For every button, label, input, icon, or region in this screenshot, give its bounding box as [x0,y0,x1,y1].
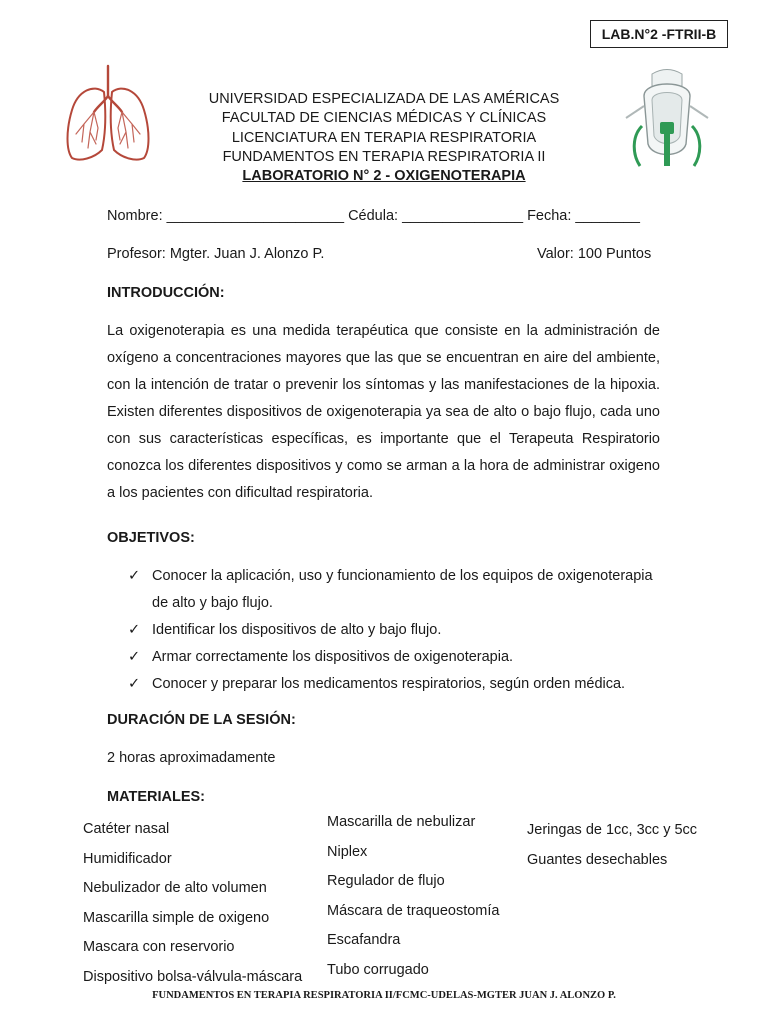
material-item: Dispositivo bolsa-válvula-máscara [83,968,303,985]
materials-column-3 [527,816,697,875]
material-item: Tubo corrugado [327,961,429,978]
objectives-heading: OBJETIVOS: [107,530,195,546]
objective-text: Conocer y preparar los medicamentos respiratorios, según orden médica. [152,676,626,692]
material-item: Máscara de traqueostomía [327,902,500,919]
materials-column-2 [327,808,499,986]
objective-item [128,563,668,617]
material-item: Catéter nasal [83,821,170,837]
objectives-list [128,563,668,698]
material-item: Niplex [327,843,368,860]
page-footer: FUNDAMENTOS EN TERAPIA RESPIRATORIA II/FCMC-UDELAS-MGTER JUAN J. ALONZO P. [152,990,616,1001]
material-item: Jeringas de 1cc, 3cc y 5cc [527,822,698,838]
material-item: Mascarilla simple de oxigeno [83,909,270,926]
material-item: Humidificador [83,850,172,867]
material-item: Nebulizador de alto volumen [83,880,267,897]
objective-text: Armar correctamente los dispositivos de oxigenoterapia. [152,649,514,665]
header-faculty: FACULTAD DE CIENCIAS MÉDICAS Y CLÍNICAS [221,110,547,127]
professor-line: Profesor: Mgter. Juan J. Alonzo P. [107,246,325,262]
header-course: FUNDAMENTOS EN TERAPIA RESPIRATORIA II [222,148,546,165]
objective-item [128,671,668,698]
objective-item [128,644,668,671]
header-university: UNIVERSIDAD ESPECIALIZADA DE LAS AMÉRICAS [208,91,560,107]
checkmark-icon: ✓ [128,676,141,692]
material-item: Guantes desechables [527,851,668,868]
student-info-line: Nombre: ______________________ Cédula: _______________ Fecha: ________ [107,208,640,224]
materials-column-1 [83,815,302,993]
material-item: Mascara con reservorio [83,939,235,956]
document-header [130,90,638,186]
material-item: Escafandra [327,932,401,949]
material-item: Mascarilla de nebulizar [327,814,476,830]
intro-paragraph: La oxigenoterapia es una medida terapéutica que consiste en la administración de oxígeno a concentraciones mayores que las que se encuentran en aire del ambiente, con la intención de tratar o prevenir los síntomas y las manifestaciones de la hipoxia. Existen diferentes dispositivos de oxigenoterapia ya sea de alto o bajo flujo, cada uno con sus características específicas, es importante que el Terapeuta Respiratorio conozca los diferentes dispositivos y como se arman a la hora de administrar oxigeno a los pacientes con dificultad respiratoria. [107,323,660,501]
duration-text: 2 horas aproximadamente [107,750,276,766]
objective-text: Identificar los dispositivos de alto y bajo flujo. [152,622,442,638]
checkmark-icon: ✓ [128,622,141,638]
lab-title: LABORATORIO N° 2 - OXIGENOTERAPIA [242,168,526,185]
materials-heading: MATERIALES: [107,789,206,805]
checkmark-icon: ✓ [128,649,141,665]
material-item: Regulador de flujo [327,873,445,890]
lab-code-box: LAB.N°2 -FTRII-B [590,20,728,48]
objective-text: Conocer la aplicación, uso y funcionamiento de los equipos de oxigenoterapia de alto y bajo flujo. [152,568,653,611]
intro-heading: INTRODUCCIÓN: [107,285,225,301]
checkmark-icon: ✓ [128,568,141,584]
objective-item [128,617,668,644]
duration-heading: DURACIÓN DE LA SESIÓN: [107,712,296,728]
points-value: Valor: 100 Puntos [537,246,652,262]
header-degree: LICENCIATURA EN TERAPIA RESPIRATORIA [231,129,537,146]
